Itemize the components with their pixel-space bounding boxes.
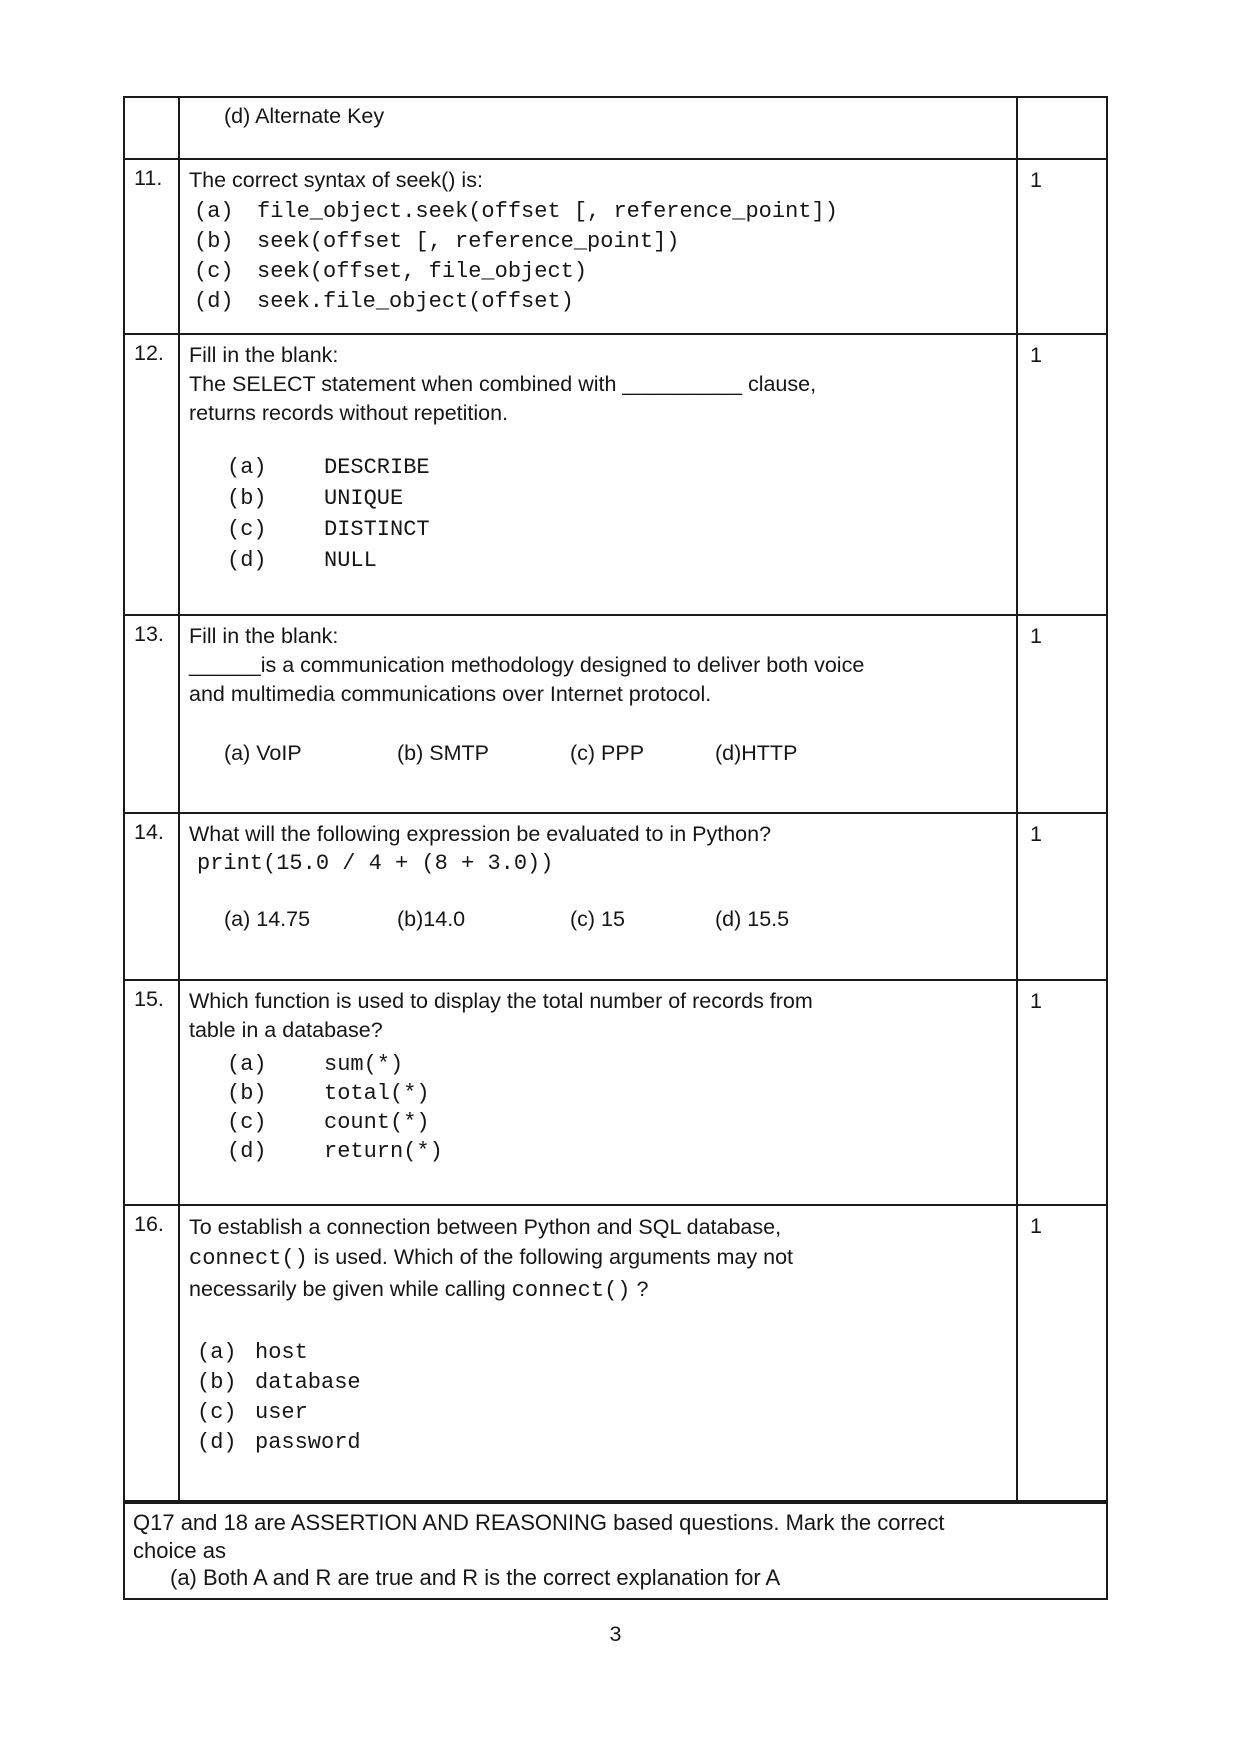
option-label: (a) <box>227 1052 267 1077</box>
note-option-a: (a) Both A and R are true and R is the correct explanation for A <box>170 1565 781 1590</box>
option-text: seek(offset [, reference_point]) <box>257 229 680 254</box>
option-text: UNIQUE <box>324 486 404 511</box>
question-line-blank: The SELECT statement when combined with __________ clause, <box>189 372 817 396</box>
option-d-alternate-key: (d) Alternate Key <box>224 104 385 128</box>
option-label: (c) <box>227 1110 267 1135</box>
marks-value: 1 <box>1016 616 1106 812</box>
question-row-15 <box>125 981 1106 1206</box>
marks-value: 1 <box>1016 335 1106 614</box>
option-d: (d) 15.5 <box>715 907 790 931</box>
option-a: (a) 14.75 <box>224 907 311 931</box>
question-row-13 <box>125 616 1106 814</box>
option-c: (c) PPP <box>570 741 645 765</box>
question-line: returns records without repetition. <box>189 401 509 425</box>
option-b <box>194 227 1006 257</box>
question-row-11 <box>125 160 1106 335</box>
option-text: total(*) <box>324 1081 430 1106</box>
option-c <box>194 257 1006 287</box>
option-row <box>224 905 1006 934</box>
option-text: database <box>255 1370 361 1395</box>
option-label: (a) <box>197 1340 237 1365</box>
option-label: (a) <box>227 455 267 480</box>
question-content-cell <box>180 616 1016 812</box>
option-text: file_object.seek(offset [, reference_point]) <box>257 199 838 224</box>
question-content-cell <box>180 335 1016 614</box>
option-label: (c) <box>227 517 267 542</box>
option-a <box>227 452 1006 483</box>
question-content-cell <box>180 814 1016 979</box>
option-text: DESCRIBE <box>324 455 430 480</box>
option-label: (d) <box>227 548 267 573</box>
question-line-text: ? <box>630 1277 649 1301</box>
option-d <box>194 287 1006 317</box>
option-label: (a) <box>194 199 234 224</box>
option-text: seek.file_object(offset) <box>257 289 574 314</box>
question-line-mixed <box>189 1242 1006 1274</box>
question-content-cell <box>180 98 1016 158</box>
question-line: To establish a connection between Python and SQL database, <box>189 1215 782 1239</box>
option-label: (d) <box>194 289 234 314</box>
question-row-14 <box>125 814 1106 981</box>
question-number: 13. <box>125 616 180 812</box>
option-d <box>227 1137 1006 1166</box>
question-title: What will the following expression be evaluated to in Python? <box>189 822 772 846</box>
content-column <box>123 96 1108 1600</box>
marks-value: 1 <box>1016 814 1106 979</box>
question-line: Which function is used to display the total number of records from <box>189 989 813 1013</box>
option-c <box>197 1398 1006 1428</box>
option-c <box>227 514 1006 545</box>
option-row <box>224 739 1006 768</box>
option-text: user <box>255 1400 308 1425</box>
option-b <box>197 1368 1006 1398</box>
marks-value: 1 <box>1016 1206 1106 1500</box>
question-line-text: necessarily be given while calling <box>189 1277 512 1301</box>
marks-cell <box>1016 98 1106 158</box>
option-b <box>227 1079 1006 1108</box>
option-b <box>227 483 1006 514</box>
page-number: 3 <box>609 1622 622 1646</box>
option-a <box>197 1338 1006 1368</box>
question-content-cell <box>180 1206 1016 1500</box>
option-text: host <box>255 1340 308 1365</box>
question-number: 15. <box>125 981 180 1204</box>
inline-code: connect() <box>511 1278 631 1303</box>
question-line-mixed <box>189 1274 1006 1306</box>
question-line: and multimedia communications over Internet protocol. <box>189 682 712 706</box>
option-text: return(*) <box>324 1139 443 1164</box>
option-c <box>227 1108 1006 1137</box>
option-label: (d) <box>197 1430 237 1455</box>
option-label: (c) <box>194 259 234 284</box>
option-a <box>194 197 1006 227</box>
option-list <box>227 1050 1006 1166</box>
question-number-cell <box>125 98 180 158</box>
question-row-continuation <box>125 98 1106 160</box>
option-text: DISTINCT <box>324 517 430 542</box>
question-title: The correct syntax of seek() is: <box>189 168 483 192</box>
question-content-cell <box>180 981 1016 1204</box>
option-a: (a) VoIP <box>224 741 302 765</box>
option-d <box>227 545 1006 576</box>
option-text: count(*) <box>324 1110 430 1135</box>
option-d: (d)HTTP <box>715 741 798 765</box>
option-text: seek(offset, file_object) <box>257 259 588 284</box>
question-content-cell <box>180 160 1016 333</box>
question-table <box>123 96 1108 1502</box>
question-line-text: is used. Which of the following arguments may not <box>307 1245 794 1269</box>
option-label: (b) <box>227 486 267 511</box>
question-number: 11. <box>125 160 180 333</box>
option-a <box>227 1050 1006 1079</box>
option-b: (b) SMTP <box>397 741 489 765</box>
assertion-reasoning-note <box>123 1502 1108 1600</box>
question-row-12 <box>125 335 1106 616</box>
question-row-16 <box>125 1206 1106 1500</box>
marks-value: 1 <box>1016 981 1106 1204</box>
option-list <box>227 452 1006 576</box>
option-label: (d) <box>227 1139 267 1164</box>
question-line: Fill in the blank: <box>189 343 339 367</box>
option-label: (b) <box>194 229 234 254</box>
option-label: (b) <box>227 1081 267 1106</box>
question-number: 16. <box>125 1206 180 1500</box>
question-line-blank: ______is a communication methodology designed to deliver both voice <box>189 653 865 677</box>
question-number: 12. <box>125 335 180 614</box>
option-list <box>197 1338 1006 1458</box>
marks-value: 1 <box>1016 160 1106 333</box>
option-d <box>197 1428 1006 1458</box>
option-label: (c) <box>197 1400 237 1425</box>
option-text: sum(*) <box>324 1052 404 1077</box>
option-c: (c) 15 <box>570 907 625 931</box>
option-label: (b) <box>197 1370 237 1395</box>
inline-code: connect() <box>189 1246 308 1271</box>
question-line: Fill in the blank: <box>189 624 339 648</box>
option-list <box>194 197 1006 317</box>
question-line: table in a database? <box>189 1018 383 1042</box>
question-number: 14. <box>125 814 180 979</box>
option-b: (b)14.0 <box>397 907 466 931</box>
option-text: NULL <box>324 548 377 573</box>
note-line: Q17 and 18 are ASSERTION AND REASONING based questions. Mark the correct <box>133 1510 945 1535</box>
code-snippet: print(15.0 / 4 + (8 + 3.0)) <box>197 851 554 876</box>
note-line: choice as <box>133 1537 226 1563</box>
option-text: password <box>255 1430 361 1455</box>
